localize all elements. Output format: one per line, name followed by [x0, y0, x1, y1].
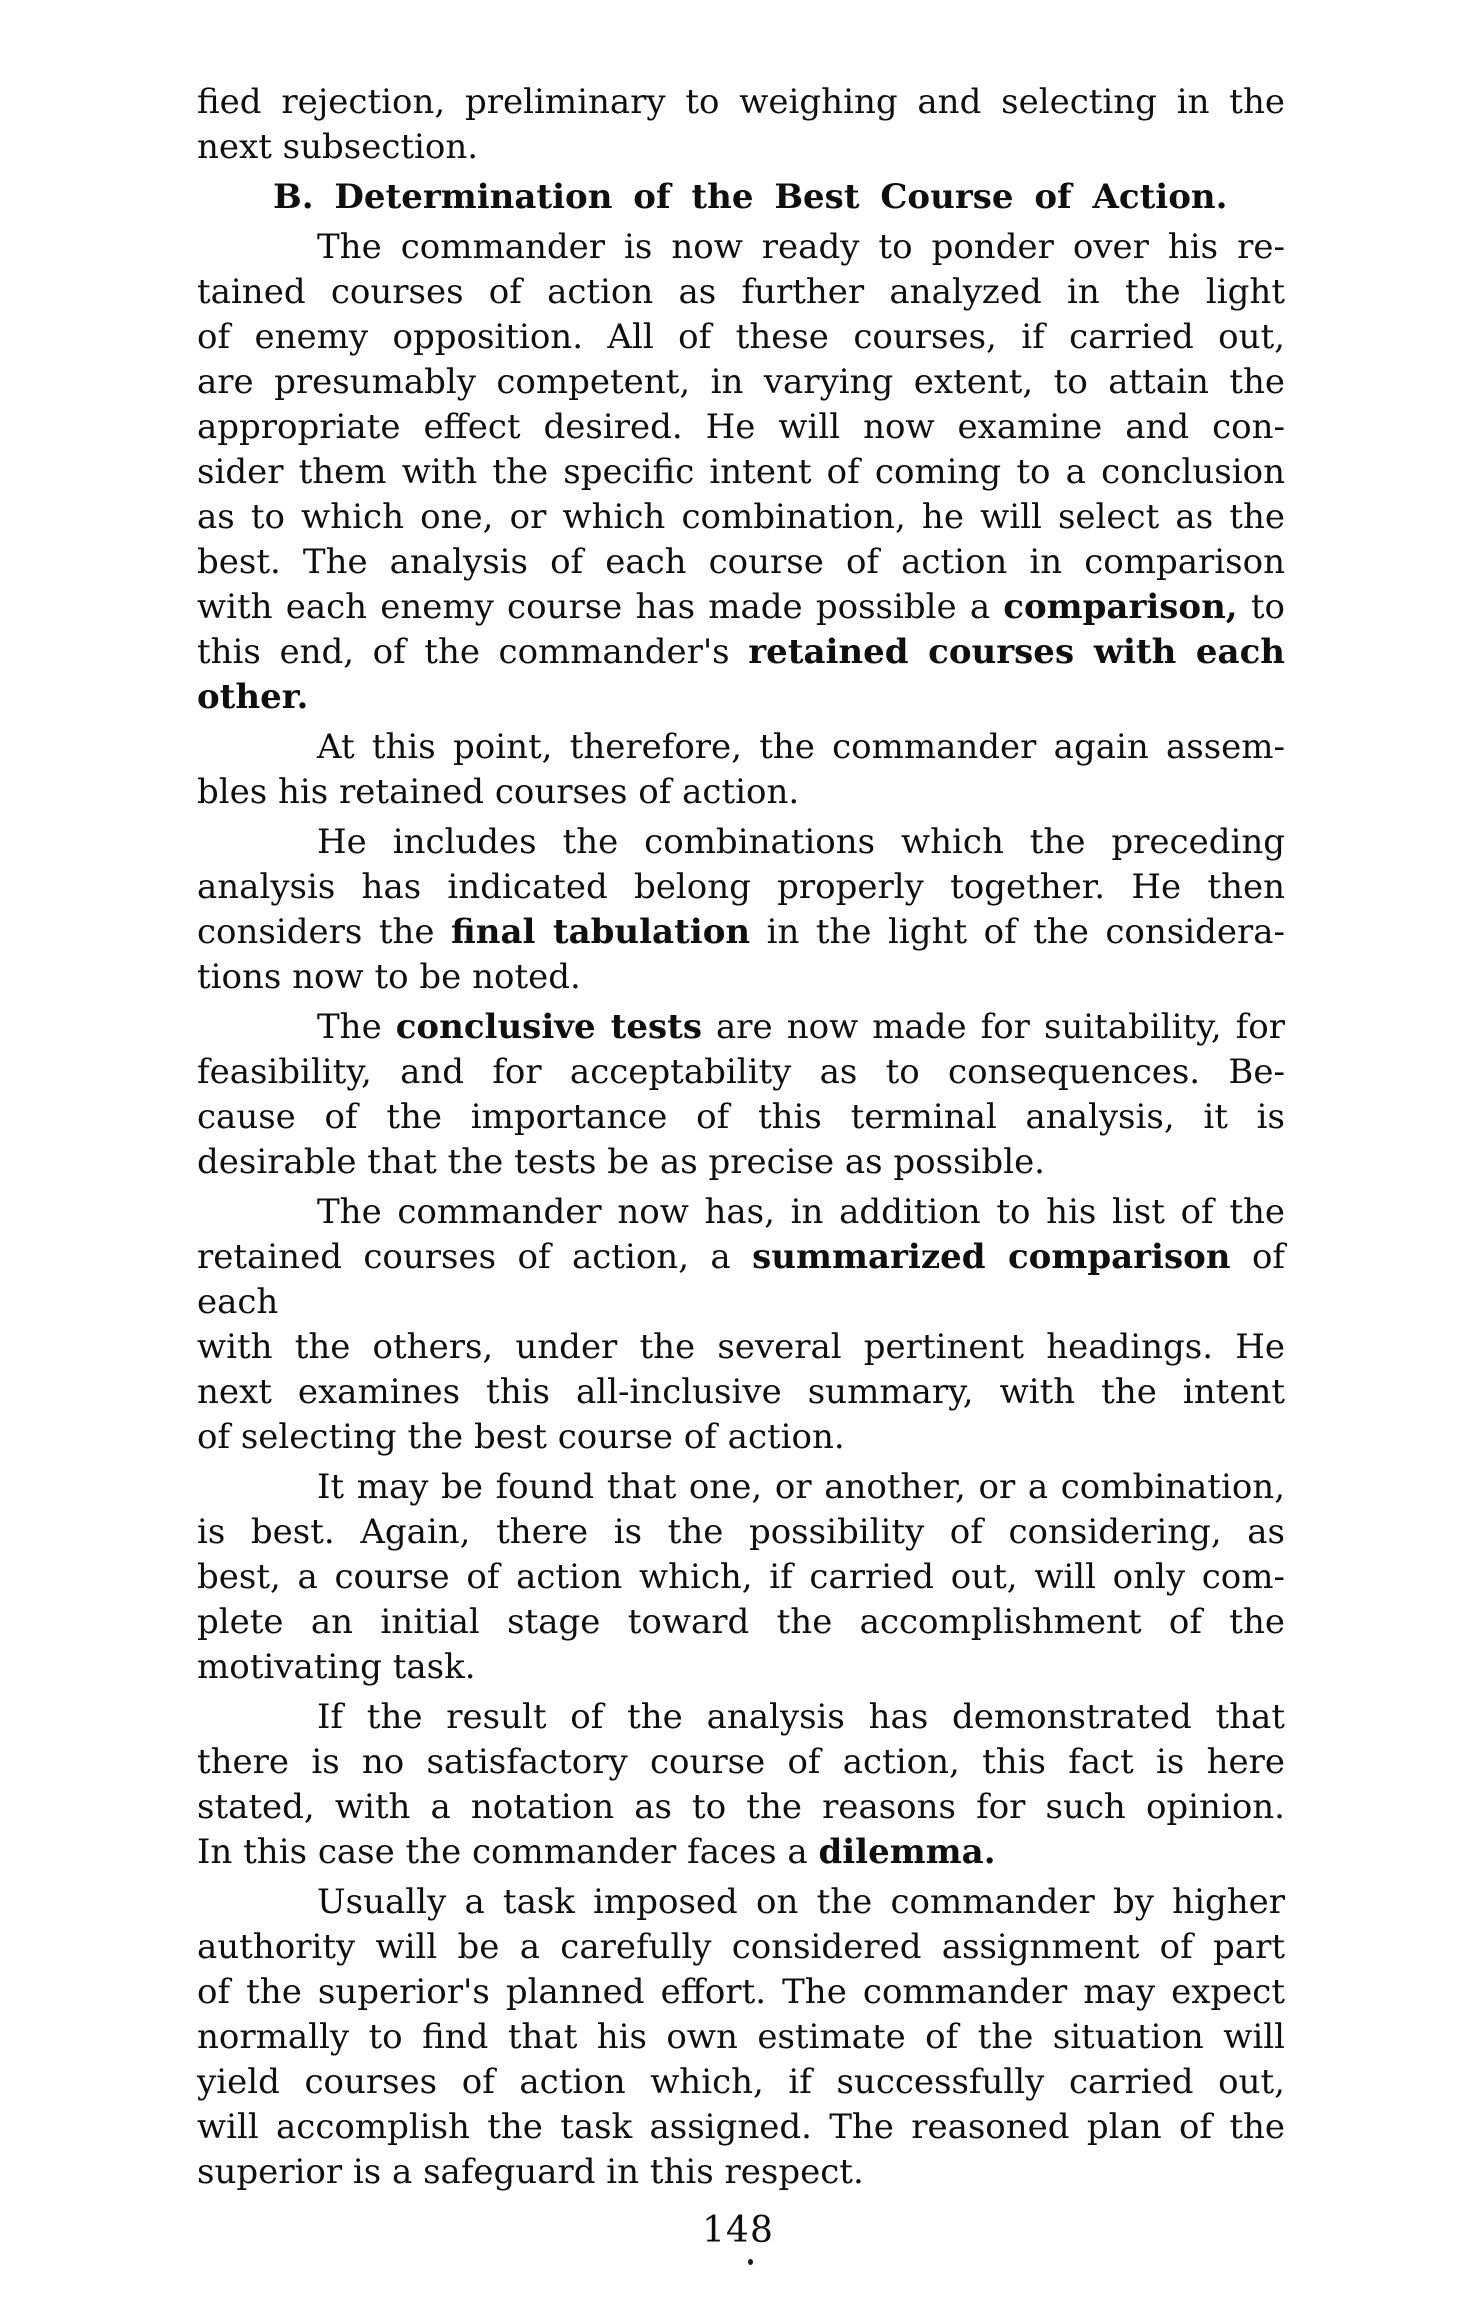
text: retained courses of action, a — [197, 1237, 753, 1277]
section-heading — [197, 175, 1285, 220]
text-line — [197, 865, 1285, 910]
text: best. The analysis of each course of action in comparison — [197, 542, 1285, 582]
text-line — [197, 910, 1285, 955]
paragraph — [197, 1695, 1285, 1875]
text: desirable that the tests be as precise as possible. — [197, 1142, 1045, 1182]
text-line — [197, 2015, 1285, 2060]
text-line — [197, 175, 1285, 220]
text-line — [197, 1095, 1285, 1140]
text: He includes the combinations which the preceding — [317, 822, 1285, 862]
bold-text: summarized comparison — [752, 1237, 1231, 1277]
text-line — [197, 2105, 1285, 2150]
text: Usually a task imposed on the commander by higher — [317, 1882, 1285, 1922]
text: are now made for suitability, for — [702, 1007, 1285, 1047]
text-block — [197, 80, 1285, 2195]
text-line — [197, 2060, 1285, 2105]
text: feasibility, and for acceptability as to consequences. Be- — [197, 1052, 1285, 1092]
text-line — [197, 585, 1285, 630]
text-line — [197, 540, 1285, 585]
text-line — [197, 1600, 1285, 1645]
text-line — [197, 450, 1285, 495]
text-line — [197, 1140, 1285, 1185]
text: as to which one, or which combination, he will select as the — [197, 497, 1285, 537]
text-line — [197, 1050, 1285, 1095]
text-line — [197, 1645, 1285, 1690]
text-line — [197, 770, 1285, 815]
text: analysis has indicated belong properly together. He then — [197, 867, 1285, 907]
text: sider them with the specific intent of coming to a conclusion — [197, 452, 1285, 492]
bold-text: other. — [197, 677, 309, 717]
text: cause of the importance of this terminal analysis, it is — [197, 1097, 1285, 1137]
text-line — [197, 630, 1285, 675]
paragraph — [197, 1190, 1285, 1460]
paragraph — [197, 820, 1285, 1000]
text: tions now to be noted. — [197, 957, 581, 997]
text: bles his retained courses of action. — [197, 772, 800, 812]
text-line — [197, 80, 1285, 125]
bold-text: retained courses with each — [748, 632, 1285, 672]
text: At this point, therefore, the commander again assem- — [317, 727, 1285, 767]
bold-text: comparison, — [1003, 587, 1238, 627]
text-line — [197, 1925, 1285, 1970]
text-line — [197, 1370, 1285, 1415]
bold-text: Determination of the Best Course of Action. — [313, 177, 1228, 217]
text-line — [197, 1005, 1285, 1050]
text: yield courses of action which, if successfully carried out, — [197, 2062, 1285, 2102]
paragraph — [197, 80, 1285, 170]
text-line — [197, 1190, 1285, 1235]
text: considers the — [197, 912, 451, 952]
text: best, a course of action which, if carried out, will only com- — [197, 1557, 1285, 1597]
text-line — [197, 125, 1285, 170]
text-line — [197, 360, 1285, 405]
text: The commander now has, in addition to his list of the — [317, 1192, 1285, 1232]
text: of enemy opposition. All of these courses, if carried out, — [197, 317, 1285, 357]
text: this end, of the commander's — [197, 632, 749, 672]
bold-text: final tabulation — [451, 912, 751, 952]
text: in the light of the considera- — [750, 912, 1285, 952]
text-line — [197, 315, 1285, 360]
paragraph — [197, 1005, 1285, 1185]
paragraph — [197, 1465, 1285, 1690]
text-line — [197, 1785, 1285, 1830]
text: The — [317, 1007, 396, 1047]
text-line — [197, 1325, 1285, 1370]
text: motivating task. — [197, 1647, 476, 1687]
text: next examines this all-inclusive summary, with the intent — [197, 1372, 1285, 1412]
text-line — [197, 1880, 1285, 1925]
text: If the result of the analysis has demonstrated that — [317, 1697, 1285, 1737]
text-line — [197, 1510, 1285, 1555]
text: are presumably competent, in varying extent, to attain the — [197, 362, 1285, 402]
text: is best. Again, there is the possibility of considering, as — [197, 1512, 1285, 1552]
paragraph — [197, 225, 1285, 720]
text: to — [1237, 587, 1285, 627]
text: fied rejection, preliminary to weighing and selecting in the — [197, 82, 1285, 122]
text-line — [197, 270, 1285, 315]
text: with each enemy course has made possible a — [197, 587, 1004, 627]
text: In this case the commander faces a — [197, 1832, 819, 1872]
text-line — [197, 225, 1285, 270]
text: will accomplish the task assigned. The reasoned plan of the — [197, 2107, 1285, 2147]
text-line — [197, 1555, 1285, 1600]
text: authority will be a carefully considered assignment of part — [197, 1927, 1285, 1967]
text: of selecting the best course of action. — [197, 1417, 845, 1457]
text-line — [197, 725, 1285, 770]
bold-text: B. — [273, 177, 314, 217]
text-line — [197, 1415, 1285, 1460]
text-line — [197, 495, 1285, 540]
text-line — [197, 1235, 1285, 1325]
ink-speck — [748, 2259, 753, 2265]
text-line — [197, 2150, 1285, 2195]
text-line — [197, 955, 1285, 1000]
text-line — [197, 1740, 1285, 1785]
text: of the superior's planned effort. The commander may expect — [197, 1972, 1285, 2012]
text-line — [197, 820, 1285, 865]
bold-text: dilemma. — [818, 1832, 996, 1872]
page-number: 148 — [702, 2210, 774, 2251]
text-line — [197, 1695, 1285, 1740]
bold-text: conclusive tests — [395, 1007, 702, 1047]
text: It may be found that one, or another, or a combination, — [317, 1467, 1285, 1507]
text-line — [197, 405, 1285, 450]
paragraph — [197, 725, 1285, 815]
text: plete an initial stage toward the accomplishment of the — [197, 1602, 1285, 1642]
text: The commander is now ready to ponder over his re- — [317, 227, 1285, 267]
text: superior is a safeguard in this respect. — [197, 2152, 864, 2192]
text: next subsection. — [197, 127, 479, 167]
text-line — [197, 675, 1285, 720]
text: with the others, under the several pertinent headings. He — [197, 1327, 1285, 1367]
text: appropriate effect desired. He will now examine and con- — [197, 407, 1285, 447]
text: there is no satisfactory course of action, this fact is here — [197, 1742, 1285, 1782]
paragraph — [197, 1880, 1285, 2195]
text: of each — [197, 1237, 1285, 1322]
text-line — [197, 1830, 1285, 1875]
text: normally to find that his own estimate of the situation will — [197, 2017, 1285, 2057]
text-line — [197, 1970, 1285, 2015]
text: stated, with a notation as to the reasons for such opinion. — [197, 1787, 1285, 1827]
text-line — [197, 1465, 1285, 1510]
text: tained courses of action as further analyzed in the light — [197, 272, 1285, 312]
